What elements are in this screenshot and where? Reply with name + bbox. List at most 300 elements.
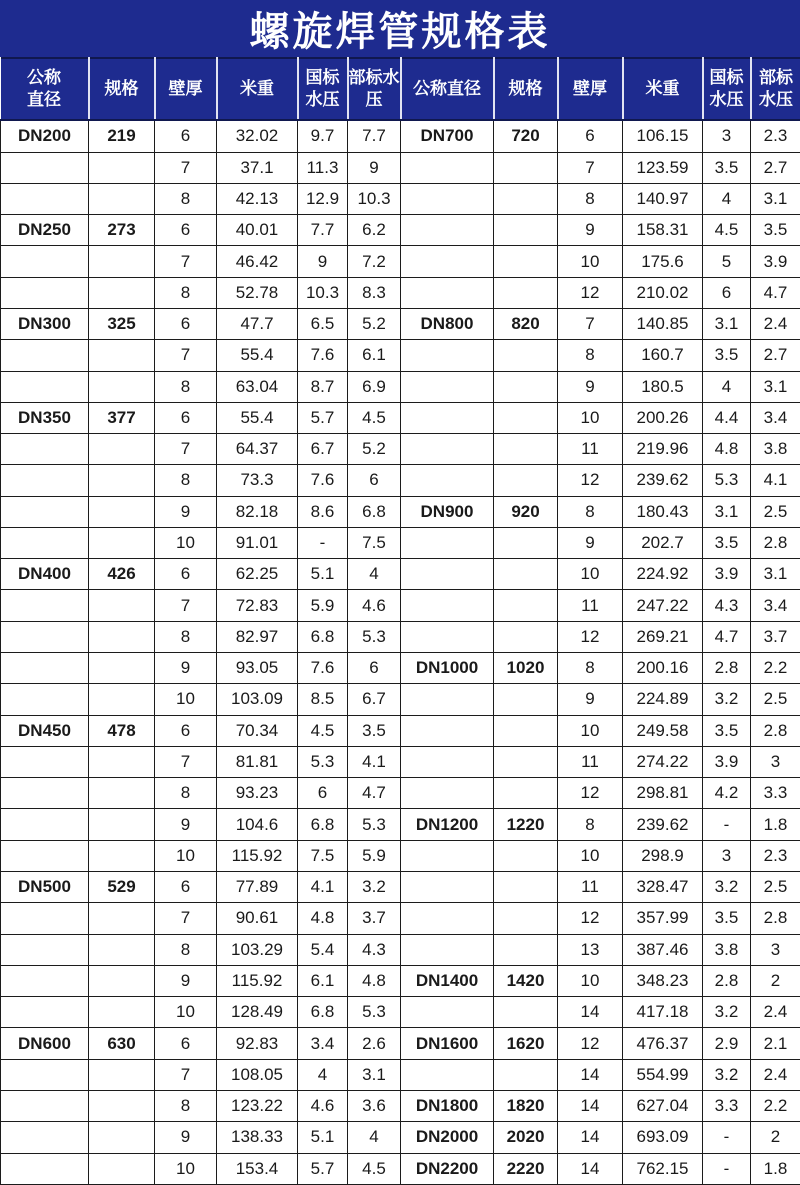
bb-pressure-cell: 3.1 — [751, 371, 800, 402]
column-header-left-3: 米重 — [217, 58, 298, 120]
bb-pressure-cell: 3 — [751, 746, 800, 777]
gb-pressure-cell: 4.5 — [703, 215, 751, 246]
spec-cell — [89, 183, 155, 214]
spec-cell — [89, 590, 155, 621]
spec-cell — [89, 246, 155, 277]
thickness-cell: 12 — [558, 778, 623, 809]
table-row — [1, 434, 800, 465]
gb-pressure-cell: 3.5 — [703, 903, 751, 934]
dn-cell — [1, 1122, 89, 1153]
dn-cell — [401, 246, 494, 277]
thickness-cell: 6 — [558, 120, 623, 152]
thickness-cell: 11 — [558, 590, 623, 621]
spec-cell: 1220 — [494, 809, 558, 840]
gb-pressure-cell: 3.5 — [703, 152, 751, 183]
dn-cell: DN900 — [401, 496, 494, 527]
spec-cell — [494, 872, 558, 903]
meter-weight-cell: 77.89 — [217, 872, 298, 903]
bb-pressure-cell: 3.4 — [751, 590, 800, 621]
thickness-cell: 7 — [155, 903, 217, 934]
gb-pressure-cell: 3.2 — [703, 1059, 751, 1090]
spec-cell — [89, 152, 155, 183]
meter-weight-cell: 348.23 — [623, 965, 703, 996]
table-row — [1, 215, 800, 246]
bb-pressure-cell: 2.7 — [751, 340, 800, 371]
bb-pressure-cell: 3.1 — [751, 183, 800, 214]
bb-pressure-cell: 3.6 — [348, 1090, 401, 1121]
spec-cell — [494, 746, 558, 777]
gb-pressure-cell: 3.9 — [703, 559, 751, 590]
bb-pressure-cell: 2 — [751, 1122, 800, 1153]
dn-cell: DN1800 — [401, 1090, 494, 1121]
gb-pressure-cell: 3 — [703, 840, 751, 871]
spec-cell — [89, 809, 155, 840]
thickness-cell: 12 — [558, 1028, 623, 1059]
column-header-left-5: 部标水压 — [348, 58, 401, 120]
spec-cell — [89, 434, 155, 465]
bb-pressure-cell: 3.4 — [751, 402, 800, 433]
spec-cell — [89, 340, 155, 371]
meter-weight-cell: 298.9 — [623, 840, 703, 871]
meter-weight-cell: 762.15 — [623, 1153, 703, 1184]
gb-pressure-cell: - — [703, 1153, 751, 1184]
dn-cell — [1, 1153, 89, 1184]
gb-pressure-cell: 5.9 — [298, 590, 348, 621]
meter-weight-cell: 138.33 — [217, 1122, 298, 1153]
dn-cell — [1, 997, 89, 1028]
gb-pressure-cell: 3.4 — [298, 1028, 348, 1059]
table-row — [1, 120, 800, 152]
bb-pressure-cell: 2.7 — [751, 152, 800, 183]
dn-cell — [1, 1090, 89, 1121]
meter-weight-cell: 200.26 — [623, 402, 703, 433]
dn-cell: DN2200 — [401, 1153, 494, 1184]
gb-pressure-cell: 4 — [703, 183, 751, 214]
spec-cell: 1820 — [494, 1090, 558, 1121]
spec-cell — [494, 371, 558, 402]
thickness-cell: 7 — [155, 434, 217, 465]
thickness-cell: 8 — [558, 653, 623, 684]
thickness-cell: 7 — [558, 152, 623, 183]
bb-pressure-cell: 6.9 — [348, 371, 401, 402]
spec-cell — [89, 1153, 155, 1184]
dn-cell — [401, 465, 494, 496]
gb-pressure-cell: 6.8 — [298, 621, 348, 652]
bb-pressure-cell: 3.5 — [348, 715, 401, 746]
bb-pressure-cell: 4.1 — [751, 465, 800, 496]
bb-pressure-cell: 2.6 — [348, 1028, 401, 1059]
spec-cell — [494, 246, 558, 277]
table-row — [1, 1122, 800, 1153]
meter-weight-cell: 72.83 — [217, 590, 298, 621]
thickness-cell: 11 — [558, 746, 623, 777]
bb-pressure-cell: 2.5 — [751, 496, 800, 527]
thickness-cell: 8 — [155, 277, 217, 308]
thickness-cell: 9 — [558, 371, 623, 402]
table-row — [1, 965, 800, 996]
meter-weight-cell: 115.92 — [217, 840, 298, 871]
spec-cell — [89, 903, 155, 934]
bb-pressure-cell: 3.7 — [751, 621, 800, 652]
thickness-cell: 9 — [155, 496, 217, 527]
table-row — [1, 621, 800, 652]
thickness-cell: 9 — [558, 215, 623, 246]
thickness-cell: 7 — [155, 340, 217, 371]
gb-pressure-cell: 4.6 — [298, 1090, 348, 1121]
dn-cell — [401, 872, 494, 903]
dn-cell: DN300 — [1, 308, 89, 339]
meter-weight-cell: 128.49 — [217, 997, 298, 1028]
meter-weight-cell: 328.47 — [623, 872, 703, 903]
thickness-cell: 6 — [155, 872, 217, 903]
table-row — [1, 465, 800, 496]
dn-cell — [1, 653, 89, 684]
gb-pressure-cell: 4.5 — [298, 715, 348, 746]
dn-cell — [401, 340, 494, 371]
thickness-cell: 10 — [558, 715, 623, 746]
bb-pressure-cell: 2.5 — [751, 872, 800, 903]
dn-cell: DN500 — [1, 872, 89, 903]
thickness-cell: 9 — [558, 684, 623, 715]
column-header-right-0: 公称直径 — [401, 58, 494, 120]
gb-pressure-cell: 6.1 — [298, 965, 348, 996]
bb-pressure-cell: 8.3 — [348, 277, 401, 308]
thickness-cell: 7 — [155, 746, 217, 777]
table-row — [1, 778, 800, 809]
meter-weight-cell: 62.25 — [217, 559, 298, 590]
thickness-cell: 10 — [558, 965, 623, 996]
thickness-cell: 8 — [155, 934, 217, 965]
thickness-cell: 14 — [558, 1153, 623, 1184]
meter-weight-cell: 37.1 — [217, 152, 298, 183]
gb-pressure-cell: 5.4 — [298, 934, 348, 965]
column-header-left-1: 规格 — [89, 58, 155, 120]
meter-weight-cell: 106.15 — [623, 120, 703, 152]
bb-pressure-cell: 3 — [751, 934, 800, 965]
spec-cell — [494, 778, 558, 809]
table-row — [1, 1090, 800, 1121]
meter-weight-cell: 46.42 — [217, 246, 298, 277]
thickness-cell: 10 — [558, 840, 623, 871]
spec-cell — [89, 684, 155, 715]
bb-pressure-cell: 5.2 — [348, 434, 401, 465]
dn-cell — [401, 997, 494, 1028]
meter-weight-cell: 693.09 — [623, 1122, 703, 1153]
meter-weight-cell: 224.92 — [623, 559, 703, 590]
spec-cell — [494, 1059, 558, 1090]
dn-cell — [401, 746, 494, 777]
thickness-cell: 9 — [155, 809, 217, 840]
dn-cell — [401, 903, 494, 934]
spec-cell — [494, 340, 558, 371]
spec-cell — [89, 997, 155, 1028]
gb-pressure-cell: 5 — [703, 246, 751, 277]
thickness-cell: 9 — [558, 527, 623, 558]
gb-pressure-cell: 2.8 — [703, 653, 751, 684]
spec-cell: 2020 — [494, 1122, 558, 1153]
table-row — [1, 809, 800, 840]
dn-cell: DN700 — [401, 120, 494, 152]
meter-weight-cell: 224.89 — [623, 684, 703, 715]
thickness-cell: 10 — [558, 559, 623, 590]
spec-cell — [89, 653, 155, 684]
table-row — [1, 684, 800, 715]
meter-weight-cell: 123.22 — [217, 1090, 298, 1121]
spec-cell — [89, 1059, 155, 1090]
gb-pressure-cell: 5.7 — [298, 402, 348, 433]
bb-pressure-cell: 3.8 — [751, 434, 800, 465]
bb-pressure-cell: 2.4 — [751, 308, 800, 339]
gb-pressure-cell: 2.9 — [703, 1028, 751, 1059]
spec-cell — [89, 840, 155, 871]
gb-pressure-cell: 6 — [298, 778, 348, 809]
gb-pressure-cell: 9.7 — [298, 120, 348, 152]
gb-pressure-cell: 5.3 — [703, 465, 751, 496]
gb-pressure-cell: 11.3 — [298, 152, 348, 183]
meter-weight-cell: 200.16 — [623, 653, 703, 684]
meter-weight-cell: 103.29 — [217, 934, 298, 965]
thickness-cell: 7 — [155, 152, 217, 183]
meter-weight-cell: 417.18 — [623, 997, 703, 1028]
meter-weight-cell: 158.31 — [623, 215, 703, 246]
bb-pressure-cell: 2 — [751, 965, 800, 996]
spec-cell — [494, 934, 558, 965]
dn-cell — [401, 840, 494, 871]
spec-cell — [494, 903, 558, 934]
gb-pressure-cell: 7.5 — [298, 840, 348, 871]
dn-cell: DN250 — [1, 215, 89, 246]
page-title: 螺旋焊管规格表 — [0, 0, 800, 57]
bb-pressure-cell: 6.7 — [348, 684, 401, 715]
meter-weight-cell: 202.7 — [623, 527, 703, 558]
bb-pressure-cell: 6.1 — [348, 340, 401, 371]
gb-pressure-cell: 5.1 — [298, 559, 348, 590]
spec-cell: 426 — [89, 559, 155, 590]
thickness-cell: 10 — [558, 402, 623, 433]
table-row — [1, 872, 800, 903]
bb-pressure-cell: 3.5 — [751, 215, 800, 246]
spec-cell: 325 — [89, 308, 155, 339]
meter-weight-cell: 476.37 — [623, 1028, 703, 1059]
dn-cell — [1, 434, 89, 465]
column-header-right-1: 规格 — [494, 58, 558, 120]
spec-cell — [89, 527, 155, 558]
thickness-cell: 14 — [558, 1059, 623, 1090]
dn-cell — [1, 527, 89, 558]
bb-pressure-cell: 3.1 — [751, 559, 800, 590]
thickness-cell: 10 — [155, 684, 217, 715]
meter-weight-cell: 357.99 — [623, 903, 703, 934]
spec-cell — [89, 746, 155, 777]
gb-pressure-cell: 5.3 — [298, 746, 348, 777]
thickness-cell: 8 — [155, 371, 217, 402]
meter-weight-cell: 269.21 — [623, 621, 703, 652]
bb-pressure-cell: 3.9 — [751, 246, 800, 277]
meter-weight-cell: 103.09 — [217, 684, 298, 715]
column-header-right-4: 国标水压 — [703, 58, 751, 120]
bb-pressure-cell: 6 — [348, 653, 401, 684]
dn-cell: DN2000 — [401, 1122, 494, 1153]
table-row — [1, 246, 800, 277]
meter-weight-cell: 47.7 — [217, 308, 298, 339]
spec-cell — [89, 277, 155, 308]
dn-cell — [1, 246, 89, 277]
spec-cell: 920 — [494, 496, 558, 527]
meter-weight-cell: 70.34 — [217, 715, 298, 746]
dn-cell — [1, 809, 89, 840]
dn-cell — [401, 402, 494, 433]
dn-cell — [1, 934, 89, 965]
meter-weight-cell: 247.22 — [623, 590, 703, 621]
gb-pressure-cell: 12.9 — [298, 183, 348, 214]
table-row — [1, 590, 800, 621]
table-row — [1, 903, 800, 934]
spec-cell: 1420 — [494, 965, 558, 996]
thickness-cell: 6 — [155, 402, 217, 433]
thickness-cell: 12 — [558, 465, 623, 496]
meter-weight-cell: 180.5 — [623, 371, 703, 402]
bb-pressure-cell: 3.7 — [348, 903, 401, 934]
thickness-cell: 9 — [155, 1122, 217, 1153]
dn-cell: DN400 — [1, 559, 89, 590]
table-row — [1, 183, 800, 214]
gb-pressure-cell: 6.8 — [298, 997, 348, 1028]
meter-weight-cell: 81.81 — [217, 746, 298, 777]
thickness-cell: 11 — [558, 434, 623, 465]
thickness-cell: 9 — [155, 653, 217, 684]
bb-pressure-cell: 5.9 — [348, 840, 401, 871]
bb-pressure-cell: 2.3 — [751, 840, 800, 871]
meter-weight-cell: 55.4 — [217, 402, 298, 433]
meter-weight-cell: 90.61 — [217, 903, 298, 934]
thickness-cell: 10 — [155, 997, 217, 1028]
spec-cell — [494, 277, 558, 308]
gb-pressure-cell: 3.2 — [703, 684, 751, 715]
table-row — [1, 308, 800, 339]
dn-cell — [401, 590, 494, 621]
dn-cell — [401, 371, 494, 402]
thickness-cell: 8 — [155, 778, 217, 809]
spec-cell — [494, 684, 558, 715]
table-row — [1, 402, 800, 433]
bb-pressure-cell: 5.3 — [348, 809, 401, 840]
bb-pressure-cell: 2.2 — [751, 1090, 800, 1121]
bb-pressure-cell: 4.6 — [348, 590, 401, 621]
bb-pressure-cell: 2.3 — [751, 120, 800, 152]
gb-pressure-cell: - — [298, 527, 348, 558]
gb-pressure-cell: 4.1 — [298, 872, 348, 903]
spec-cell — [494, 997, 558, 1028]
thickness-cell: 13 — [558, 934, 623, 965]
thickness-cell: 8 — [155, 183, 217, 214]
dn-cell: DN350 — [1, 402, 89, 433]
bb-pressure-cell: 1.8 — [751, 1153, 800, 1184]
dn-cell: DN1400 — [401, 965, 494, 996]
thickness-cell: 10 — [558, 246, 623, 277]
gb-pressure-cell: 7.6 — [298, 340, 348, 371]
thickness-cell: 8 — [558, 496, 623, 527]
meter-weight-cell: 115.92 — [217, 965, 298, 996]
spec-cell: 219 — [89, 120, 155, 152]
gb-pressure-cell: 3.9 — [703, 746, 751, 777]
spec-cell — [89, 1090, 155, 1121]
bb-pressure-cell: 1.8 — [751, 809, 800, 840]
gb-pressure-cell: 3.5 — [703, 527, 751, 558]
spec-cell: 478 — [89, 715, 155, 746]
dn-cell — [401, 527, 494, 558]
bb-pressure-cell: 4.7 — [751, 277, 800, 308]
bb-pressure-cell: 5.3 — [348, 621, 401, 652]
meter-weight-cell: 140.85 — [623, 308, 703, 339]
table-row — [1, 1059, 800, 1090]
meter-weight-cell: 104.6 — [217, 809, 298, 840]
dn-cell — [1, 371, 89, 402]
thickness-cell: 8 — [558, 183, 623, 214]
bb-pressure-cell: 2.1 — [751, 1028, 800, 1059]
column-header-left-4: 国标水压 — [298, 58, 348, 120]
spec-cell — [494, 465, 558, 496]
dn-cell — [1, 465, 89, 496]
dn-cell — [1, 684, 89, 715]
table-row — [1, 715, 800, 746]
spec-cell — [89, 465, 155, 496]
bb-pressure-cell: 7.2 — [348, 246, 401, 277]
bb-pressure-cell: 6.8 — [348, 496, 401, 527]
gb-pressure-cell: 3.1 — [703, 308, 751, 339]
gb-pressure-cell: 6.7 — [298, 434, 348, 465]
spec-cell — [89, 621, 155, 652]
thickness-cell: 8 — [155, 1090, 217, 1121]
column-header-right-5: 部标水压 — [751, 58, 800, 120]
bb-pressure-cell: 5.2 — [348, 308, 401, 339]
column-header-right-2: 壁厚 — [558, 58, 623, 120]
gb-pressure-cell: 4.8 — [298, 903, 348, 934]
table-row — [1, 496, 800, 527]
bb-pressure-cell: 3.1 — [348, 1059, 401, 1090]
bb-pressure-cell: 9 — [348, 152, 401, 183]
table-row — [1, 152, 800, 183]
dn-cell — [1, 746, 89, 777]
meter-weight-cell: 64.37 — [217, 434, 298, 465]
spec-cell — [89, 1122, 155, 1153]
gb-pressure-cell: 7.7 — [298, 215, 348, 246]
gb-pressure-cell: 3.5 — [703, 715, 751, 746]
spec-cell — [494, 183, 558, 214]
bb-pressure-cell: 2.8 — [751, 527, 800, 558]
meter-weight-cell: 627.04 — [623, 1090, 703, 1121]
gb-pressure-cell: - — [703, 809, 751, 840]
spec-cell: 2220 — [494, 1153, 558, 1184]
gb-pressure-cell: 6.8 — [298, 809, 348, 840]
spec-cell — [494, 402, 558, 433]
bb-pressure-cell: 4.8 — [348, 965, 401, 996]
table-row — [1, 840, 800, 871]
gb-pressure-cell: 7.6 — [298, 653, 348, 684]
dn-cell — [1, 965, 89, 996]
meter-weight-cell: 55.4 — [217, 340, 298, 371]
spec-cell — [494, 434, 558, 465]
table-row — [1, 997, 800, 1028]
gb-pressure-cell: 4.8 — [703, 434, 751, 465]
bb-pressure-cell: 4.7 — [348, 778, 401, 809]
dn-cell — [1, 903, 89, 934]
dn-cell — [1, 496, 89, 527]
spec-cell: 273 — [89, 215, 155, 246]
meter-weight-cell: 73.3 — [217, 465, 298, 496]
gb-pressure-cell: 4.3 — [703, 590, 751, 621]
thickness-cell: 7 — [558, 308, 623, 339]
spec-cell — [494, 152, 558, 183]
